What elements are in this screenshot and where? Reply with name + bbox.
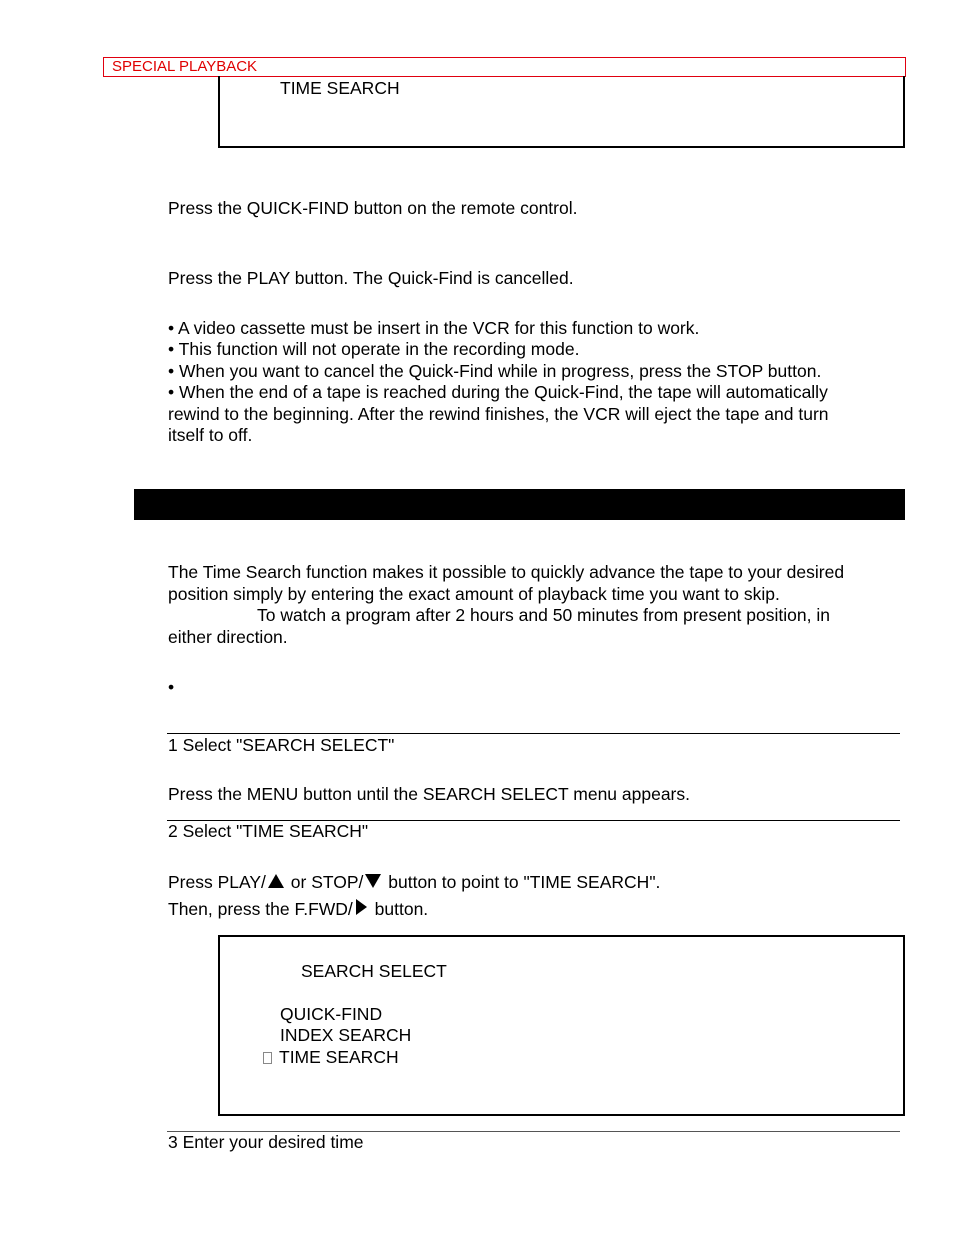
- menu-item-selected: [263, 1047, 399, 1068]
- step2-text: Press PLAY/: [168, 872, 266, 892]
- menu-cursor-icon: [263, 1052, 272, 1064]
- triangle-right-icon: [356, 899, 367, 915]
- step2-title: 2 Select "TIME SEARCH": [168, 821, 369, 841]
- step3-title: 3 Enter your desired time: [168, 1132, 364, 1152]
- intro-line: position simply by entering the exact amount of playback time you want to skip.: [168, 584, 780, 604]
- step1-text: Press the MENU button until the SEARCH SELECT menu appears.: [168, 784, 691, 804]
- step2-line2: [168, 899, 428, 920]
- section-heading-bar: [134, 489, 905, 520]
- step2-line1: [168, 872, 660, 893]
- note-line: • When the end of a tape is reached during the Quick-Find, the tape will automatically: [168, 382, 828, 402]
- quick-find-cancel-text: Press the PLAY button. The Quick-Find is cancelled.: [168, 268, 574, 288]
- intro-line: either direction.: [168, 627, 288, 647]
- note-line: • A video cassette must be insert in the VCR for this function to work.: [168, 318, 700, 338]
- menu-item-label: TIME SEARCH: [279, 1047, 399, 1067]
- step2-text: or STOP/: [285, 872, 364, 892]
- menu-item: QUICK-FIND: [280, 1004, 383, 1024]
- top-screen-item: TIME SEARCH: [280, 78, 400, 98]
- triangle-up-icon: [268, 874, 284, 888]
- intro-line: The Time Search function makes it possible to quickly advance the tape to your desired: [168, 562, 845, 582]
- menu-item: INDEX SEARCH: [280, 1025, 412, 1045]
- intro-line: To watch a program after 2 hours and 50 minutes from present position, in: [257, 605, 830, 625]
- section-header-tab: [103, 57, 906, 77]
- section-label: SPECIAL PLAYBACK: [112, 58, 258, 75]
- step2-text: Then, press the F.FWD/: [168, 899, 353, 919]
- note-line: itself to off.: [168, 425, 253, 445]
- note-line: rewind to the beginning. After the rewind finishes, the VCR will eject the tape and turn: [168, 404, 829, 424]
- triangle-down-icon: [365, 874, 381, 888]
- note-line: • This function will not operate in the recording mode.: [168, 339, 580, 359]
- step-divider: [167, 733, 900, 734]
- bullet: •: [168, 677, 175, 697]
- note-line: • When you want to cancel the Quick-Find while in progress, press the STOP button.: [168, 361, 822, 381]
- step2-text: button.: [369, 899, 429, 919]
- step2-text: button to point to "TIME SEARCH".: [383, 872, 661, 892]
- quick-find-press-text: Press the QUICK-FIND button on the remote control.: [168, 198, 578, 218]
- menu-title: SEARCH SELECT: [301, 961, 447, 981]
- step1-title: 1 Select "SEARCH SELECT": [168, 735, 395, 755]
